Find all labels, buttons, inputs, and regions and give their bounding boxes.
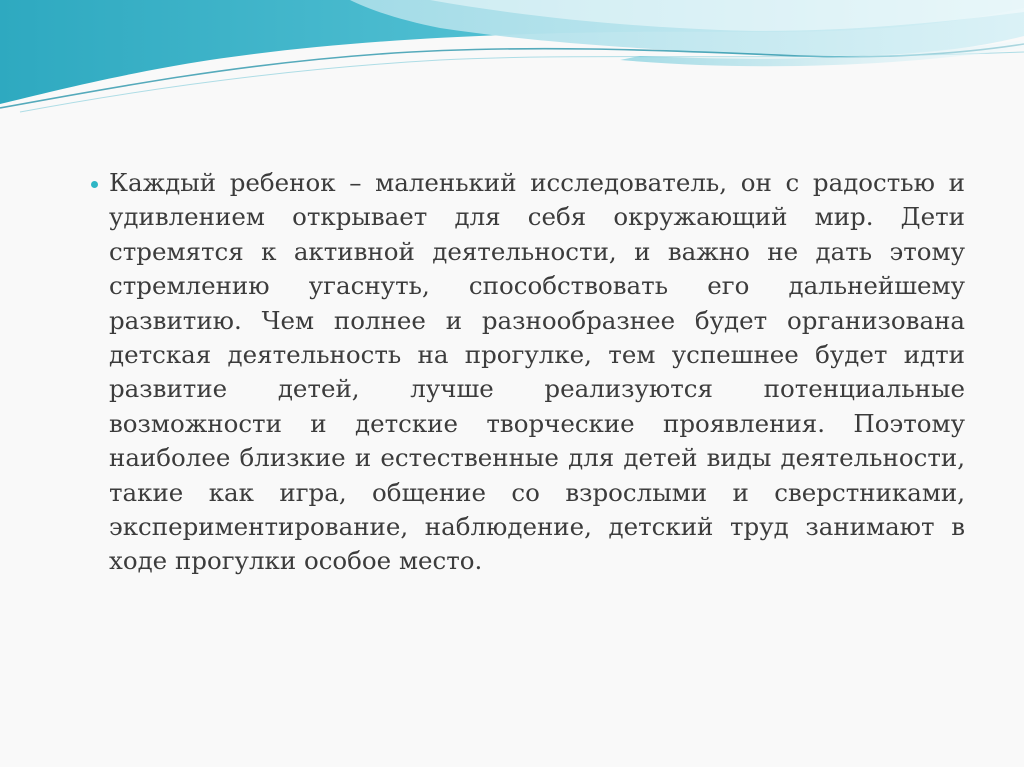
content-area	[105, 166, 965, 579]
wave-header-decoration	[0, 0, 1024, 120]
bullet-item	[105, 166, 965, 579]
bullet-paragraph: Каждый ребенок – маленький исследователь, он с радостью и удивлением открывает для себя окружающий мир. Дети стремятся к активной деятельности, и важно не дать этому стремлению угаснуть, способствовать его дальнейшему развитию. Чем полнее и разнообразнее будет организована детская деятельность на прогулке, тем успешнее будет идти развитие детей, лучше реализуются потенциальные возможности и детские творческие проявления. Поэтому наиболее близкие и естественные для детей виды деятельности, такие как игра, общение со взрослыми и сверстниками, экспериментирование, наблюдение, детский труд занимают в ходе прогулки особое место.	[109, 168, 965, 576]
dot-icon	[91, 181, 98, 188]
